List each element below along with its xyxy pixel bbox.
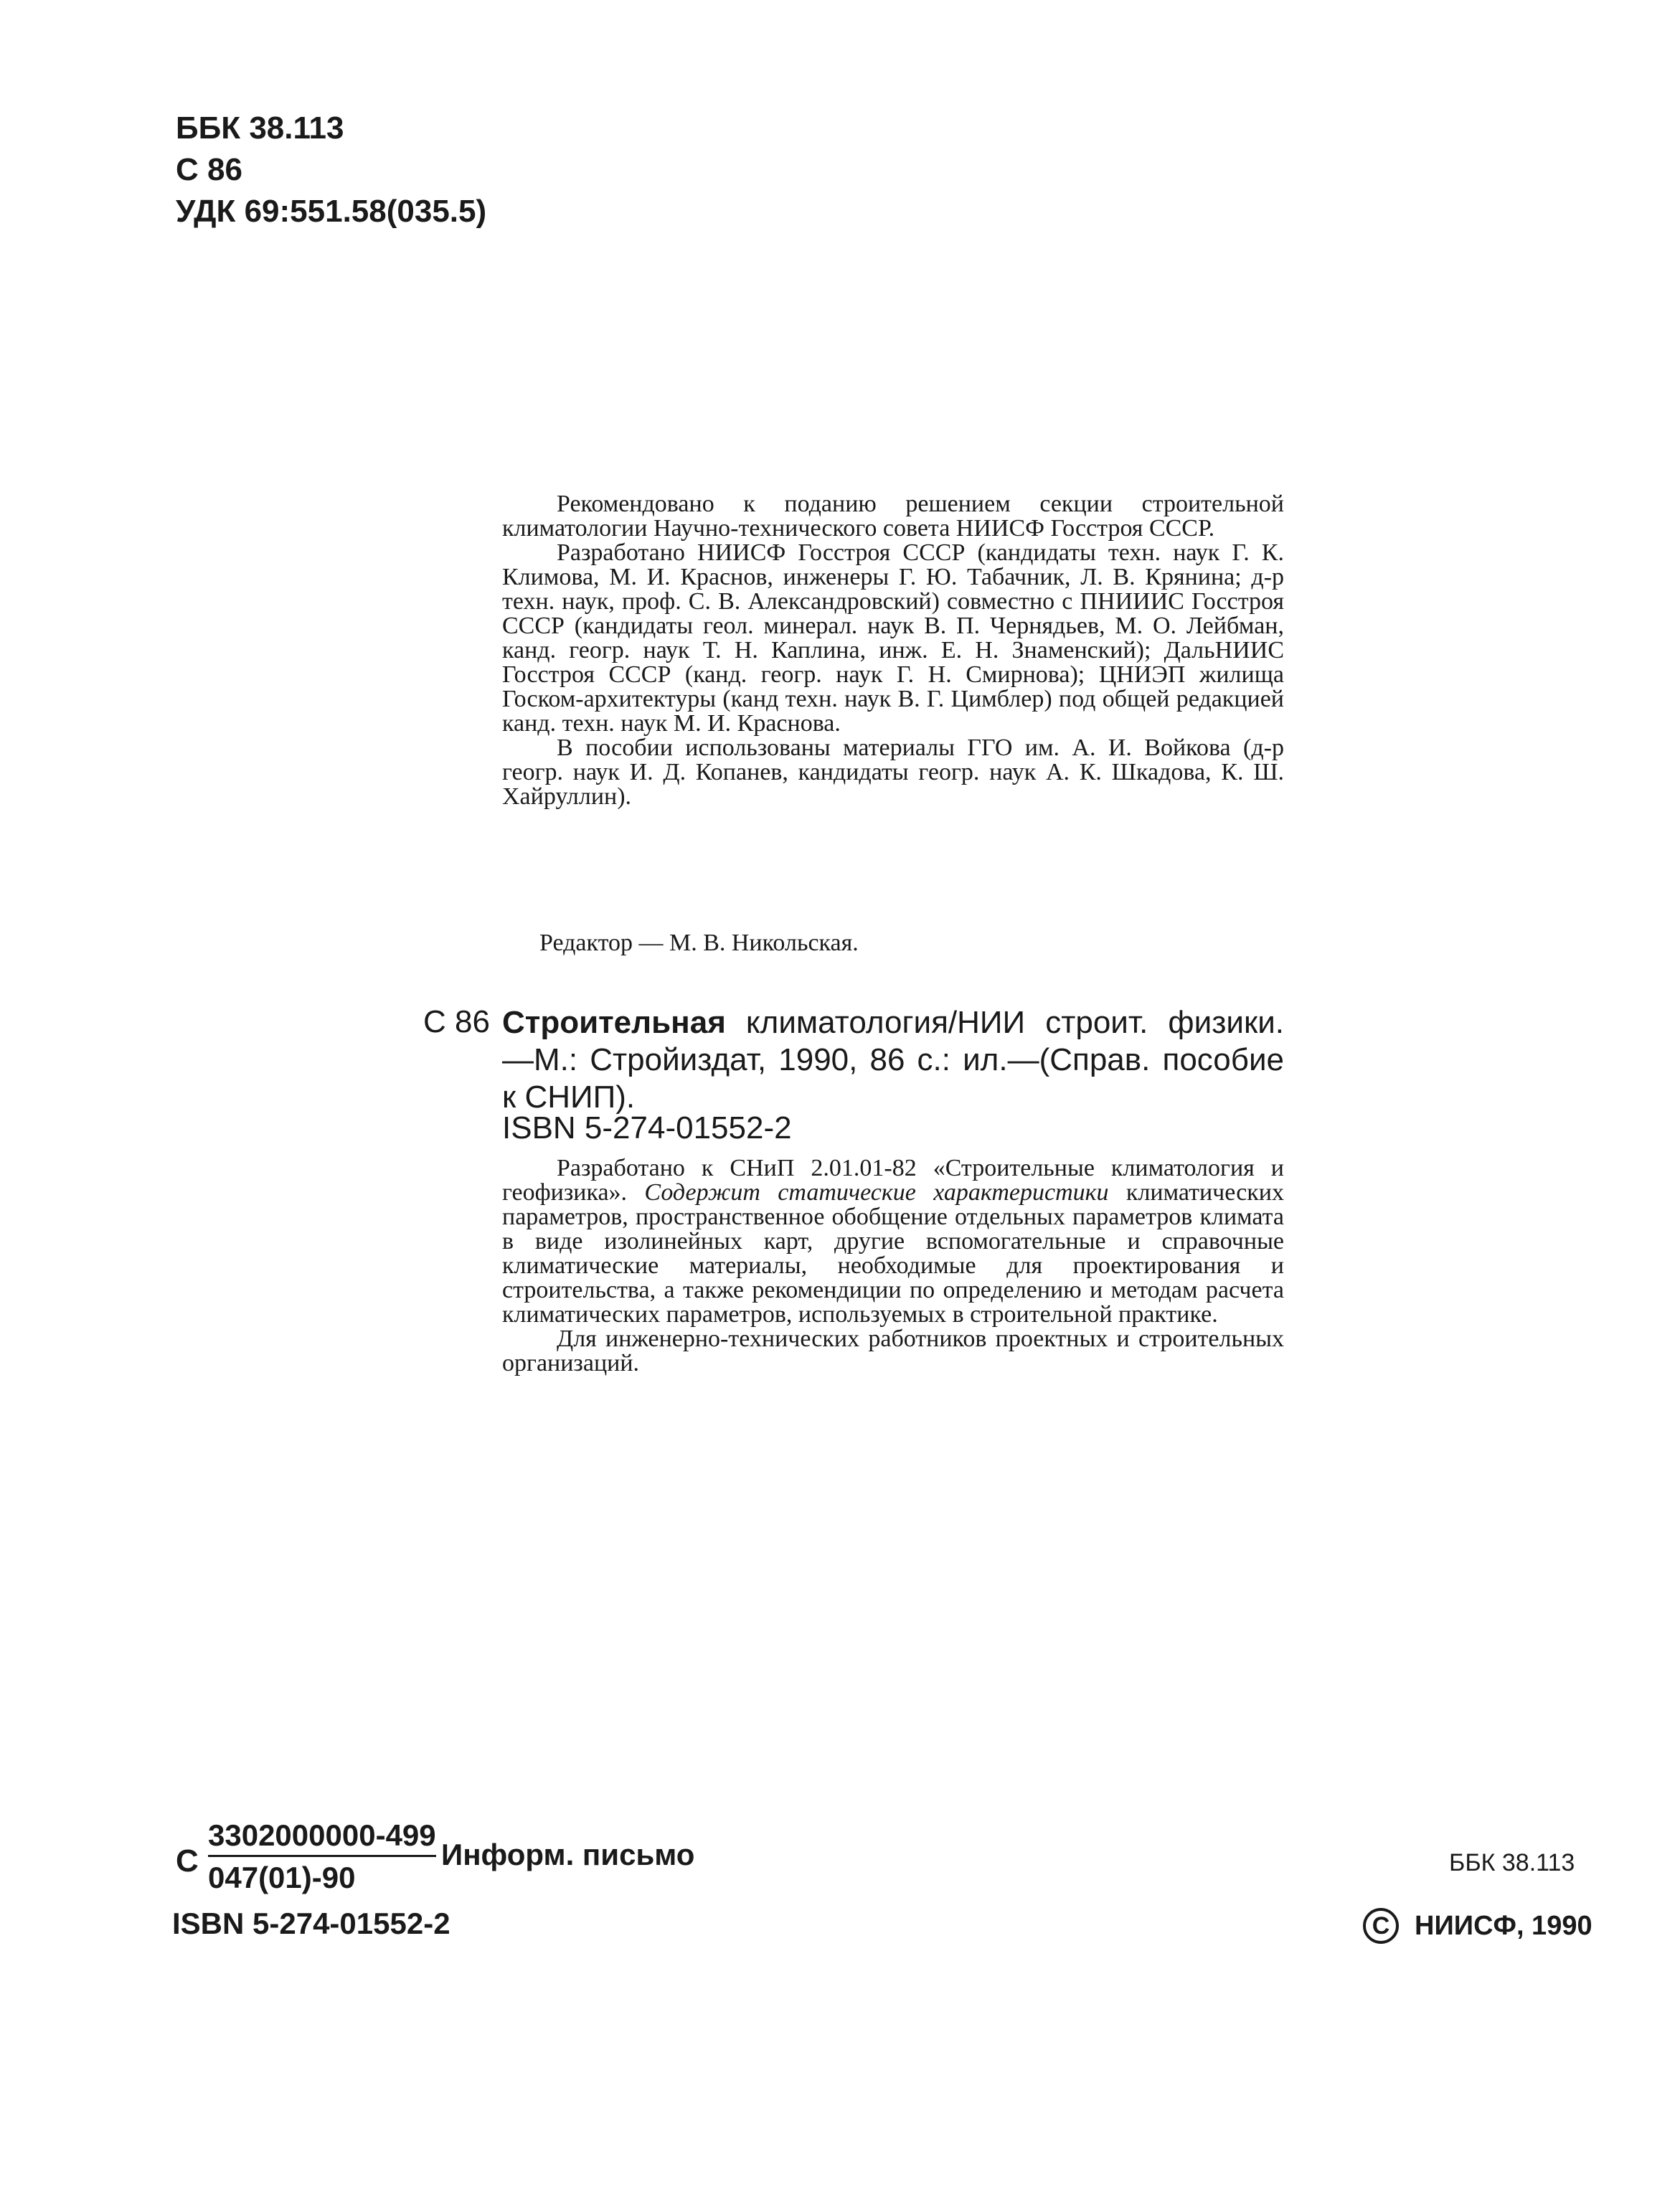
inform-letter: Информ. письмо [441,1838,695,1871]
copyright-line [1363,1908,1592,1944]
bibliographic-record [502,1004,1284,1116]
audience-paragraph: Для инженерно-технических работников проектных и строительных организаций. [502,1326,1284,1376]
annotation-end: климатических параметров, пространственное обобщение отдельных параметров климата в виде изолинейных карт, другие вспомогательные и справочные климатические материалы, необходимые для проектирования и строительства, а также рекомендиции по определению и методам расчета климатических параметров, используемых в строительной практике. [502,1179,1284,1328]
bibliographic-label: С 86 [423,1004,490,1039]
c-index-code: С 86 [176,152,242,187]
imprint-bbk: ББК 38.113 [1449,1849,1575,1876]
copyright-icon: C [1363,1908,1399,1944]
imprint-isbn: ISBN 5-274-01552-2 [172,1907,450,1940]
copyright-text: НИИСФ, 1990 [1415,1910,1592,1941]
developed-paragraph: Разработано НИИСФ Госстроя СССР (кандидаты техн. наук Г. К. Климова, М. И. Краснов, инженеры Г. Ю. Табачник, Л. В. Крянина; д-р техн. наук, проф. С. В. Александровский) совместно с ПНИИИС Госстроя СССР (кандидаты геол. минерал. наук В. П. Чернядьев, М. О. Лейбман, канд. геогр. наук Т. Н. Каплина, инж. Е. Н. Знаменский); ДальНИИС Госстроя СССР (канд. геогр. наук Г. Н. Смирнова); ЦНИЭП жилища Госком-архитектуры (канд техн. наук В. Г. Цимблер) под общей редакцией канд. техн. наук М. И. Краснова. [502,539,1284,737]
book-title: Строительная [502,1005,726,1040]
annotation-start: Разработано к СНиП 2.01.01-82 «Строительные климатология и геофизика». [502,1155,1284,1206]
udk-code: УДК 69:551.58(035.5) [176,194,487,229]
imprint-denominator: 047(01)-90 [208,1861,356,1894]
imprint-numerator: 3302000000-499 [208,1818,436,1852]
materials-paragraph: В пособии использованы материалы ГГО им. А. И. Войкова (д-р геогр. наук И. Д. Копанев, кандидаты геогр. наук А. К. Шкадова, К. Ш. Хайруллин). [502,734,1284,810]
fraction-line [208,1855,436,1857]
recommended-paragraph: Рекомендовано к поданию решением секции строительной климатологии Научно-технического совета НИИСФ Госстроя СССР. [502,491,1284,542]
annotation-paragraph [502,1156,1284,1327]
header-codes [176,108,486,232]
bbk-code: ББК 38.113 [176,110,344,146]
annotation-italic: Содержит статические характеристики [644,1179,1109,1206]
credits-block [502,492,1284,809]
bibliographic-rest: климатология/НИИ строит. физики. —М.: Стройиздат, 1990, 86 с.: ил.—(Справ. пособие к СНИП). [502,1005,1284,1115]
imprint-c-letter: С [176,1843,199,1879]
annotation-block [502,1156,1284,1376]
isbn-line: ISBN 5-274-01552-2 [502,1110,792,1145]
editor-line: Редактор — М. В. Никольская. [539,930,859,956]
